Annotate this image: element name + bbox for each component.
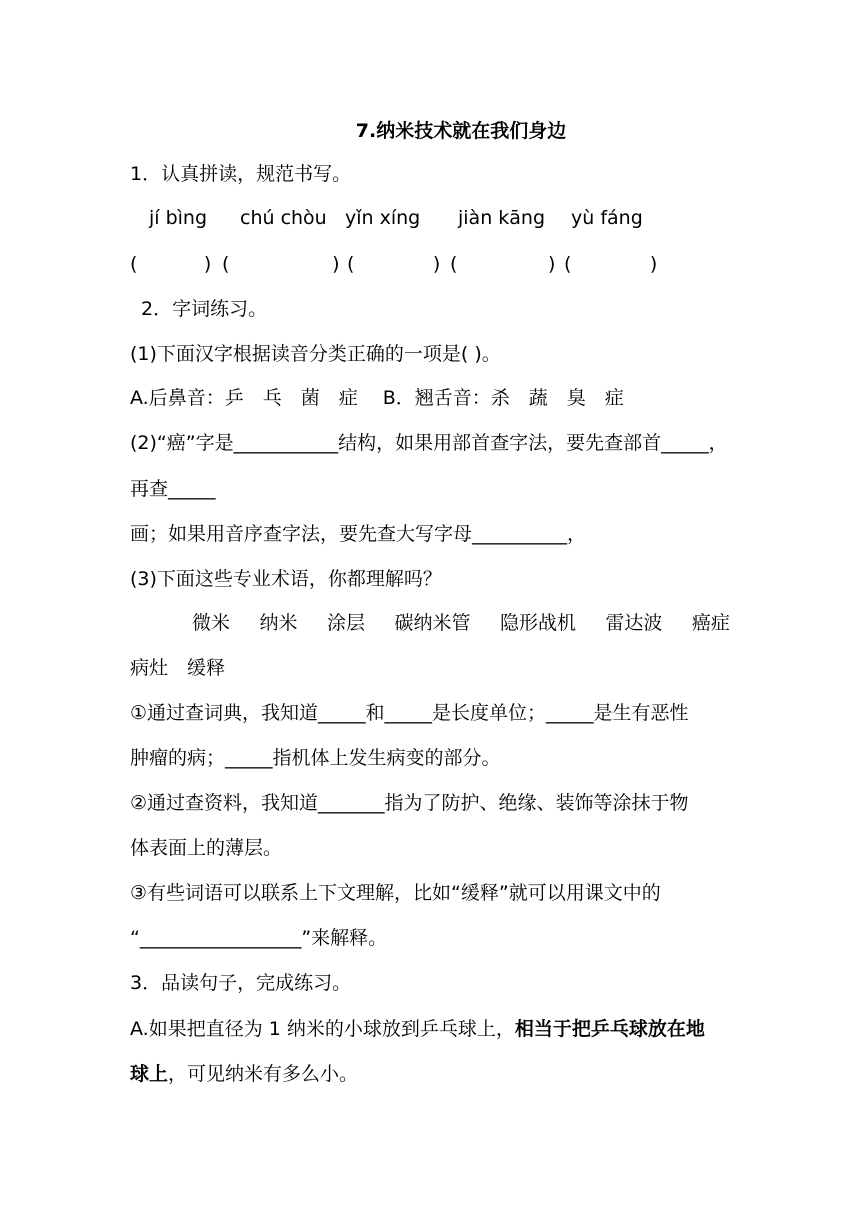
answer-blank-4[interactable]: ( ) (450, 253, 556, 275)
q2-heading: 2．字词练习。 (141, 298, 268, 320)
q2-part1: (1)下面汉字根据读音分类正确的一项是( )。 (130, 343, 501, 365)
answer-blank-5[interactable]: ( ) (564, 253, 658, 275)
term-list-line2: 病灶 缓释 (130, 657, 226, 679)
q3-sentence-a-line1 (130, 1017, 730, 1041)
term-7: 癌症 (691, 612, 730, 634)
q3-heading: 3．品读句子，完成练习。 (130, 972, 352, 994)
q2-circle3-line1: ③有些词语可以联系上下文理解，比如“缓释”就可以用课文中的 (130, 882, 661, 904)
q2-part2-line2: 再查_____ (130, 478, 216, 500)
q3-sentence-a-line2 (130, 1062, 730, 1086)
q2-circle2-line1: ②通过查资料，我知道_______指为了防护、绝缘、装饰等涂抹于物 (130, 792, 689, 814)
pinyin-4: jiàn kāng (458, 207, 546, 229)
term-5: 隐形战机 (499, 612, 576, 634)
q2-part3: (3)下面这些专业术语，你都理解吗？ (130, 568, 442, 590)
q2-part1-options: A.后鼻音：乒 乓 菌 症 B．翘舌音：杀 蔬 臭 症 (130, 387, 624, 409)
pinyin-2: chú chòu (240, 207, 327, 229)
term-3: 涂层 (326, 612, 365, 634)
q2-circle2-line2: 体表面上的薄层。 (130, 837, 283, 859)
q3-a-bold-text-2: 球上 (130, 1063, 169, 1085)
answer-paren-row (130, 252, 730, 276)
pinyin-row (130, 206, 730, 230)
answer-blank-2[interactable]: ( ) (222, 253, 340, 275)
q1-heading: 1．认真拼读，规范书写。 (130, 163, 352, 185)
page-title: 7.纳米技术就在我们身边 (355, 120, 567, 142)
q2-circle1-line2: 肿瘤的病；_____指机体上发生病变的部分。 (130, 747, 501, 769)
q3-a-bold-text: 相当于把乒乓球放在地 (514, 1018, 705, 1040)
q2-part2-line1: (2)“癌”字是___________结构，如果用部首查字法，要先查部首_____， (130, 432, 728, 454)
q2-circle3-line2: “_________________”来解释。 (130, 927, 388, 949)
q2-circle1-line1: ①通过查词典，我知道_____和_____是长度单位；_____是生有恶性 (130, 702, 689, 724)
term-1: 微米 (192, 612, 231, 634)
term-2: 纳米 (259, 612, 298, 634)
term-list (192, 611, 730, 635)
answer-blank-3[interactable]: ( ) (347, 253, 441, 275)
answer-blank-1[interactable]: ( ) (130, 253, 212, 275)
term-4: 碳纳米管 (394, 612, 471, 634)
q3-a-text: A.如果把直径为 1 纳米的小球放到乒乓球上， (130, 1018, 515, 1040)
q3-a-text-2: ，可见纳米有多么小。 (168, 1063, 359, 1085)
pinyin-1: jí bìng (149, 207, 208, 229)
pinyin-3: yǐn xíng (345, 207, 421, 229)
term-6: 雷达波 (605, 612, 663, 634)
q2-part2-line3: 画；如果用音序查字法，要先查大写字母__________， (130, 523, 587, 545)
pinyin-5: yù fáng (571, 207, 643, 229)
